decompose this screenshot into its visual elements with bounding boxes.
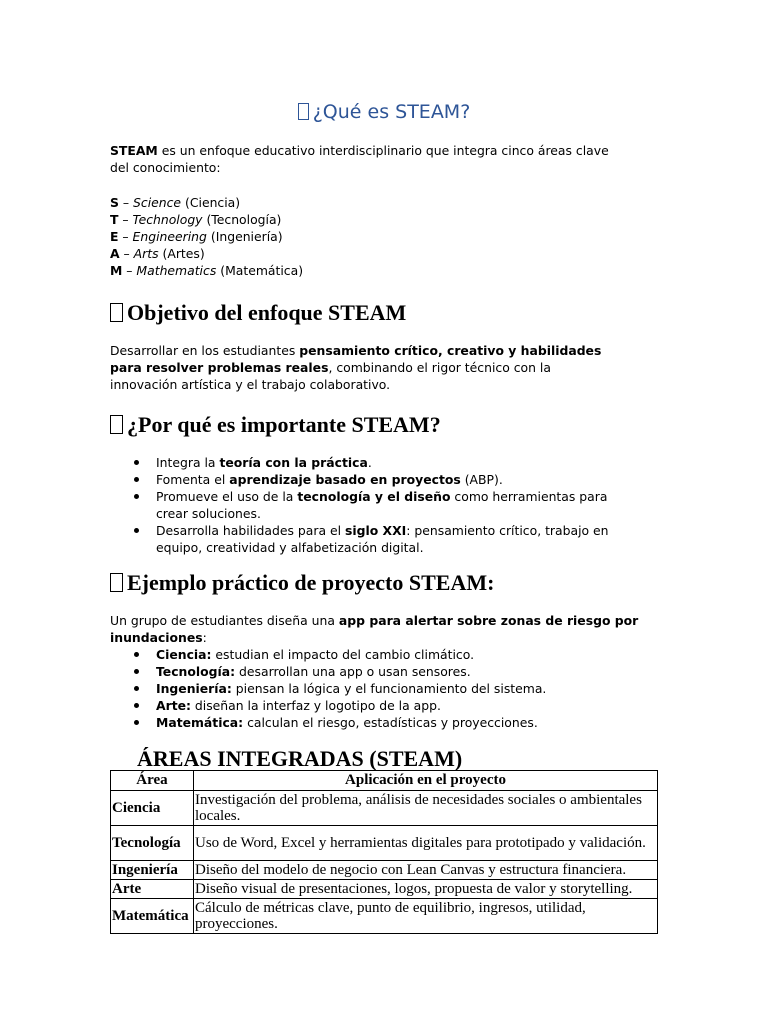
table-cell-application: Uso de Word, Excel y herramientas digitales para prototipado y validación. bbox=[194, 826, 658, 861]
list-item: Integra la teoría con la práctica. bbox=[156, 454, 620, 471]
table-header-row bbox=[111, 771, 658, 791]
importancia-heading: ¿Por qué es importante STEAM? bbox=[110, 412, 670, 438]
acronym-item: S – Science (Ciencia) bbox=[110, 195, 241, 210]
list-item: Fomenta el aprendizaje basado en proyectos (ABP). bbox=[156, 471, 620, 488]
acronym-item: T – Technology (Tecnología) bbox=[110, 212, 282, 227]
importancia-list bbox=[110, 454, 620, 556]
table-cell-application: Cálculo de métricas clave, punto de equilibrio, ingresos, utilidad, proyecciones. bbox=[194, 899, 658, 934]
acronym-item: A – Arts (Artes) bbox=[110, 246, 205, 261]
table-cell-area: Arte bbox=[111, 880, 194, 899]
table-cell-application: Diseño visual de presentaciones, logos, propuesta de valor y storytelling. bbox=[194, 880, 658, 899]
list-item: Ciencia: estudian el impacto del cambio climático. bbox=[156, 646, 620, 663]
table-row bbox=[111, 861, 658, 880]
ejemplo-paragraph: Un grupo de estudiantes diseña una app para alertar sobre zonas de riesgo por inundaciones: bbox=[110, 613, 639, 645]
objetivo-paragraph: Desarrollar en los estudiantes pensamiento crítico, creativo y habilidades para resolver problemas reales, combinando el rigor técnico con la innovación artística y el trabajo colaborativo. bbox=[110, 343, 602, 392]
table-cell-area: Ciencia bbox=[111, 791, 194, 826]
missing-glyph-icon bbox=[298, 103, 309, 120]
list-item: Tecnología: desarrollan una app o usan sensores. bbox=[156, 663, 620, 680]
acronym-item: E – Engineering (Ingeniería) bbox=[110, 229, 283, 244]
list-item: Promueve el uso de la tecnología y el diseño como herramientas para crear soluciones. bbox=[156, 488, 620, 522]
table-cell-area: Ingeniería bbox=[111, 861, 194, 880]
table-cell-application: Investigación del problema, análisis de necesidades sociales o ambientales locales. bbox=[194, 791, 658, 826]
list-item: Desarrolla habilidades para el siglo XXI: pensamiento crítico, trabajo en equipo, creatividad y alfabetización digital. bbox=[156, 522, 620, 556]
areas-table bbox=[110, 770, 658, 934]
table-row bbox=[111, 899, 658, 934]
list-item: Arte: diseñan la interfaz y logotipo de la app. bbox=[156, 697, 620, 714]
column-header: Área bbox=[111, 771, 194, 791]
missing-glyph-icon bbox=[110, 303, 123, 322]
objetivo-heading: Objetivo del enfoque STEAM bbox=[110, 300, 670, 326]
table-title: ÁREAS INTEGRADAS (STEAM) bbox=[137, 746, 463, 771]
ejemplo-list bbox=[110, 646, 620, 731]
acronym-item: M – Mathematics (Matemática) bbox=[110, 263, 304, 278]
intro-paragraph: STEAM es un enfoque educativo interdisciplinario que integra cinco áreas clave del conocimiento: bbox=[110, 143, 609, 175]
table-row bbox=[111, 791, 658, 826]
table-cell-area: Tecnología bbox=[111, 826, 194, 861]
list-item: Matemática: calculan el riesgo, estadísticas y proyecciones. bbox=[156, 714, 620, 731]
table-cell-application: Diseño del modelo de negocio con Lean Canvas y estructura financiera. bbox=[194, 861, 658, 880]
table-row bbox=[111, 826, 658, 861]
table-row bbox=[111, 880, 658, 899]
missing-glyph-icon bbox=[110, 415, 123, 434]
acronym-list bbox=[110, 194, 620, 279]
list-item: Ingeniería: piensan la lógica y el funcionamiento del sistema. bbox=[156, 680, 620, 697]
column-header: Aplicación en el proyecto bbox=[194, 771, 658, 791]
page-title: ¿Qué es STEAM? bbox=[0, 100, 768, 124]
missing-glyph-icon bbox=[110, 573, 123, 592]
table-cell-area: Matemática bbox=[111, 899, 194, 934]
ejemplo-heading: Ejemplo práctico de proyecto STEAM: bbox=[110, 570, 670, 596]
